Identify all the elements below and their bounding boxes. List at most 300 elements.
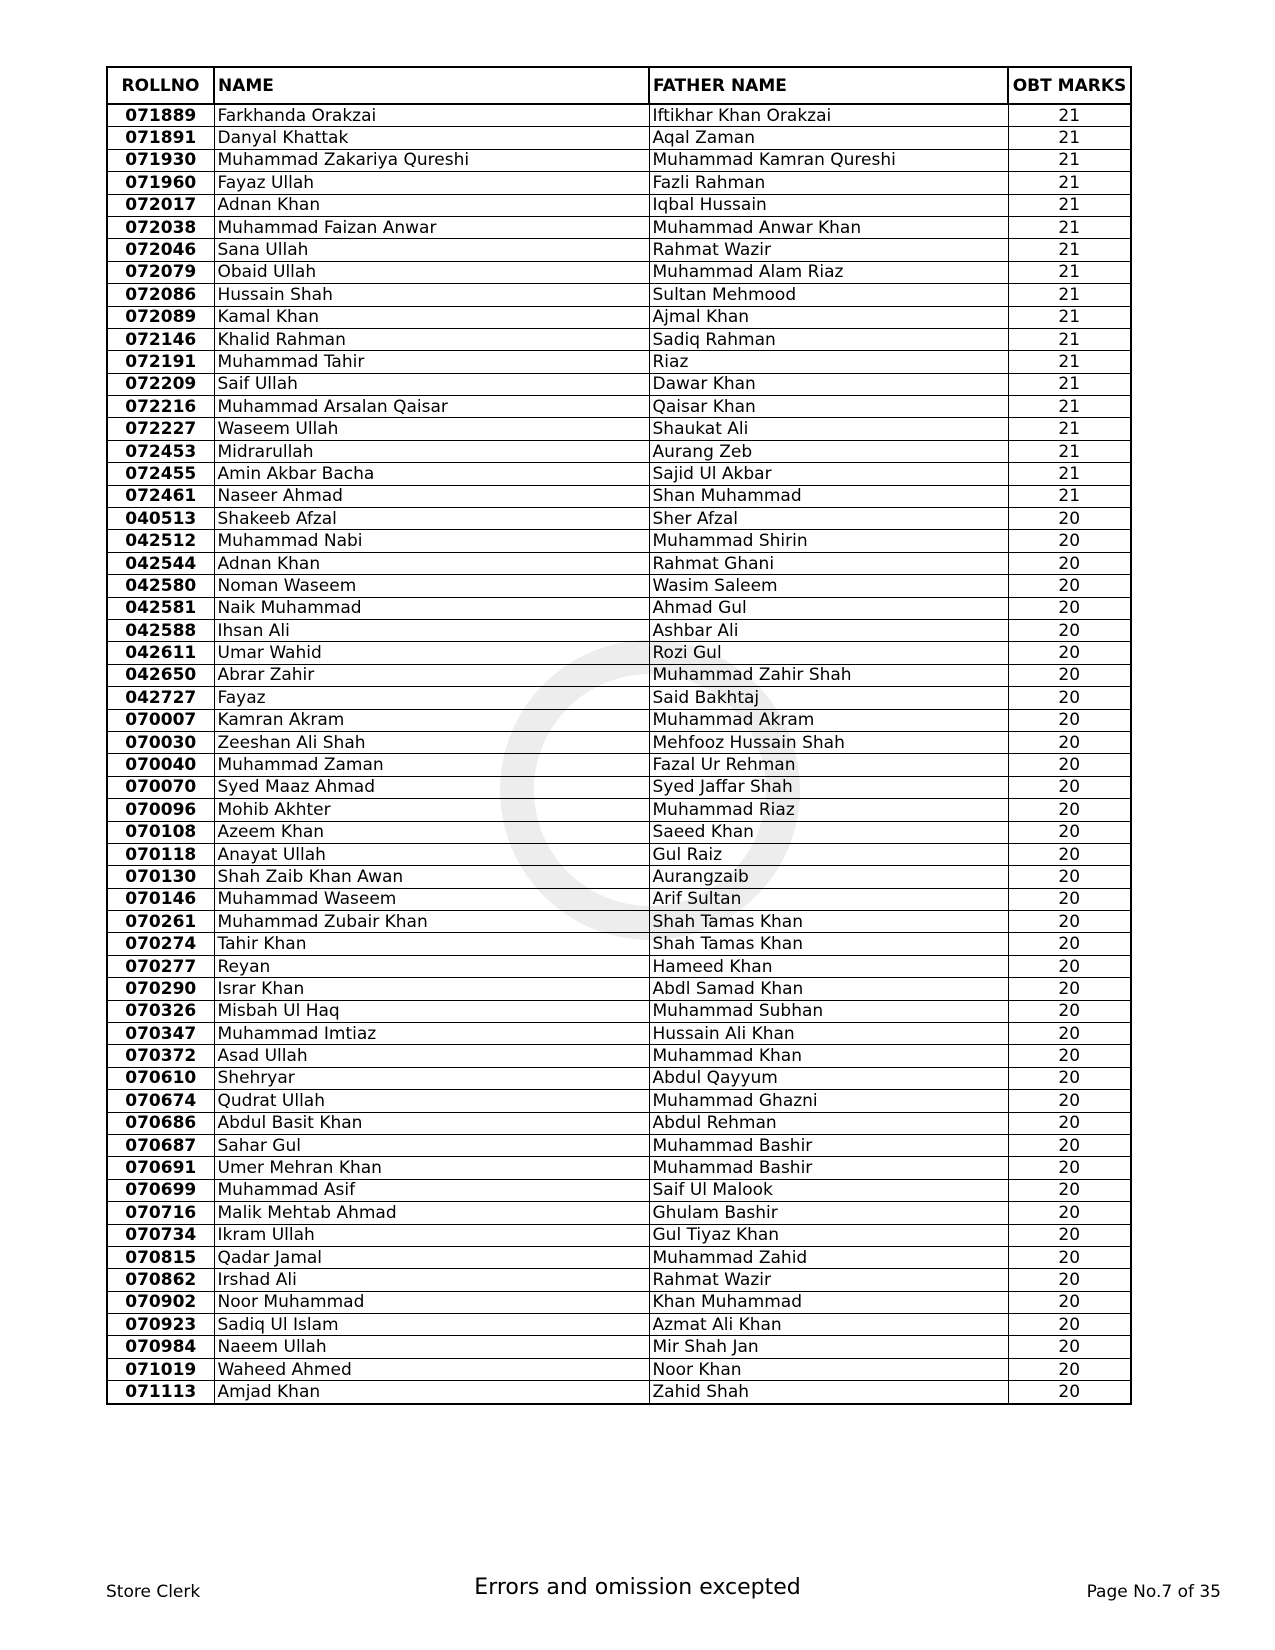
cell-obt-marks: 21 (1008, 396, 1131, 418)
cell-rollno: 071889 (107, 104, 214, 127)
table-row (107, 552, 1131, 574)
cell-rollno: 042727 (107, 687, 214, 709)
table-row (107, 396, 1131, 418)
cell-father-name: Abdl Samad Khan (649, 978, 1008, 1000)
cell-father-name: Sajid Ul Akbar (649, 463, 1008, 485)
cell-rollno: 072046 (107, 239, 214, 261)
cell-father-name: Shah Tamas Khan (649, 933, 1008, 955)
cell-name: Malik Mehtab Ahmad (214, 1202, 649, 1224)
cell-obt-marks: 20 (1008, 1067, 1131, 1089)
table-row (107, 172, 1131, 194)
table-row (107, 328, 1131, 350)
cell-obt-marks: 20 (1008, 664, 1131, 686)
table-row (107, 216, 1131, 238)
table-row (107, 754, 1131, 776)
cell-name: Shakeeb Afzal (214, 508, 649, 530)
cell-name: Muhammad Faizan Anwar (214, 216, 649, 238)
cell-father-name: Noor Khan (649, 1358, 1008, 1380)
table-row (107, 239, 1131, 261)
cell-rollno: 070734 (107, 1224, 214, 1246)
cell-obt-marks: 20 (1008, 1045, 1131, 1067)
cell-obt-marks: 20 (1008, 642, 1131, 664)
cell-obt-marks: 20 (1008, 1023, 1131, 1045)
cell-father-name: Fazli Rahman (649, 172, 1008, 194)
cell-father-name: Abdul Qayyum (649, 1067, 1008, 1089)
table-row (107, 821, 1131, 843)
cell-rollno: 070007 (107, 709, 214, 731)
cell-obt-marks: 20 (1008, 821, 1131, 843)
cell-obt-marks: 20 (1008, 955, 1131, 977)
cell-name: Saif Ullah (214, 373, 649, 395)
cell-rollno: 072086 (107, 284, 214, 306)
cell-rollno: 070290 (107, 978, 214, 1000)
cell-obt-marks: 21 (1008, 306, 1131, 328)
cell-rollno: 070984 (107, 1336, 214, 1358)
table-row (107, 418, 1131, 440)
cell-name: Amin Akbar Bacha (214, 463, 649, 485)
cell-rollno: 042611 (107, 642, 214, 664)
cell-rollno: 072079 (107, 261, 214, 283)
table-row (107, 1023, 1131, 1045)
cell-obt-marks: 20 (1008, 776, 1131, 798)
cell-name: Obaid Ullah (214, 261, 649, 283)
cell-father-name: Ghulam Bashir (649, 1202, 1008, 1224)
table-row (107, 194, 1131, 216)
table-row (107, 1067, 1131, 1089)
cell-obt-marks: 20 (1008, 508, 1131, 530)
table-row (107, 149, 1131, 171)
table-row (107, 843, 1131, 865)
header-father-name: FATHER NAME (649, 67, 1008, 104)
cell-father-name: Khan Muhammad (649, 1291, 1008, 1313)
footer-store-clerk: Store Clerk (106, 1582, 201, 1602)
cell-name: Waheed Ahmed (214, 1358, 649, 1380)
cell-rollno: 070146 (107, 888, 214, 910)
cell-father-name: Said Bakhtaj (649, 687, 1008, 709)
cell-obt-marks: 20 (1008, 619, 1131, 641)
cell-name: Qudrat Ullah (214, 1090, 649, 1112)
cell-name: Abdul Basit Khan (214, 1112, 649, 1134)
cell-name: Asad Ullah (214, 1045, 649, 1067)
cell-rollno: 070130 (107, 866, 214, 888)
cell-father-name: Muhammad Subhan (649, 1000, 1008, 1022)
cell-rollno: 070347 (107, 1023, 214, 1045)
table-row (107, 955, 1131, 977)
cell-father-name: Aurangzaib (649, 866, 1008, 888)
cell-father-name: Muhammad Bashir (649, 1157, 1008, 1179)
header-obt-marks: OBT MARKS (1008, 67, 1131, 104)
cell-obt-marks: 21 (1008, 104, 1131, 127)
table-row (107, 1381, 1131, 1404)
cell-father-name: Mir Shah Jan (649, 1336, 1008, 1358)
table-row (107, 933, 1131, 955)
cell-rollno: 070699 (107, 1179, 214, 1201)
cell-obt-marks: 20 (1008, 1336, 1131, 1358)
cell-rollno: 070862 (107, 1269, 214, 1291)
table-row (107, 1224, 1131, 1246)
cell-father-name: Iftikhar Khan Orakzai (649, 104, 1008, 127)
cell-rollno: 071891 (107, 127, 214, 149)
cell-father-name: Aqal Zaman (649, 127, 1008, 149)
cell-name: Muhammad Zaman (214, 754, 649, 776)
cell-father-name: Arif Sultan (649, 888, 1008, 910)
table-row (107, 1179, 1131, 1201)
cell-father-name: Ajmal Khan (649, 306, 1008, 328)
cell-name: Amjad Khan (214, 1381, 649, 1404)
table-row (107, 508, 1131, 530)
cell-rollno: 070070 (107, 776, 214, 798)
cell-name: Fayaz (214, 687, 649, 709)
table-row (107, 373, 1131, 395)
cell-name: Farkhanda Orakzai (214, 104, 649, 127)
cell-name: Zeeshan Ali Shah (214, 731, 649, 753)
cell-name: Abrar Zahir (214, 664, 649, 686)
cell-rollno: 072038 (107, 216, 214, 238)
cell-father-name: Muhammad Zahir Shah (649, 664, 1008, 686)
cell-name: Muhammad Asif (214, 1179, 649, 1201)
cell-rollno: 070261 (107, 911, 214, 933)
cell-father-name: Shan Muhammad (649, 485, 1008, 507)
cell-rollno: 070687 (107, 1134, 214, 1156)
cell-name: Sahar Gul (214, 1134, 649, 1156)
table-row (107, 1269, 1131, 1291)
cell-obt-marks: 21 (1008, 373, 1131, 395)
cell-name: Naik Muhammad (214, 597, 649, 619)
cell-name: Khalid Rahman (214, 328, 649, 350)
cell-name: Qadar Jamal (214, 1246, 649, 1268)
cell-father-name: Qaisar Khan (649, 396, 1008, 418)
cell-rollno: 070277 (107, 955, 214, 977)
cell-name: Naseer Ahmad (214, 485, 649, 507)
cell-father-name: Rahmat Wazir (649, 1269, 1008, 1291)
table-row (107, 1358, 1131, 1380)
cell-obt-marks: 21 (1008, 239, 1131, 261)
cell-rollno: 070610 (107, 1067, 214, 1089)
table-row (107, 642, 1131, 664)
table-row (107, 1336, 1131, 1358)
cell-rollno: 072216 (107, 396, 214, 418)
cell-rollno: 070923 (107, 1314, 214, 1336)
cell-rollno: 070274 (107, 933, 214, 955)
cell-rollno: 072191 (107, 351, 214, 373)
cell-obt-marks: 21 (1008, 149, 1131, 171)
cell-obt-marks: 20 (1008, 1291, 1131, 1313)
table-row (107, 866, 1131, 888)
cell-rollno: 070108 (107, 821, 214, 843)
cell-father-name: Shaukat Ali (649, 418, 1008, 440)
cell-father-name: Zahid Shah (649, 1381, 1008, 1404)
cell-name: Anayat Ullah (214, 843, 649, 865)
cell-father-name: Muhammad Bashir (649, 1134, 1008, 1156)
cell-father-name: Abdul Rehman (649, 1112, 1008, 1134)
cell-obt-marks: 20 (1008, 575, 1131, 597)
cell-rollno: 042544 (107, 552, 214, 574)
header-rollno: ROLLNO (107, 67, 214, 104)
cell-obt-marks: 20 (1008, 530, 1131, 552)
cell-name: Ikram Ullah (214, 1224, 649, 1246)
cell-rollno: 072146 (107, 328, 214, 350)
table-row (107, 911, 1131, 933)
cell-obt-marks: 20 (1008, 1246, 1131, 1268)
cell-obt-marks: 20 (1008, 552, 1131, 574)
cell-father-name: Saif Ul Malook (649, 1179, 1008, 1201)
cell-father-name: Rahmat Ghani (649, 552, 1008, 574)
cell-obt-marks: 20 (1008, 933, 1131, 955)
table-row (107, 664, 1131, 686)
table-row (107, 1157, 1131, 1179)
table-row (107, 888, 1131, 910)
table-row (107, 1090, 1131, 1112)
table-row (107, 1134, 1131, 1156)
cell-name: Shah Zaib Khan Awan (214, 866, 649, 888)
cell-obt-marks: 21 (1008, 261, 1131, 283)
cell-obt-marks: 21 (1008, 127, 1131, 149)
cell-rollno: 070674 (107, 1090, 214, 1112)
cell-obt-marks: 20 (1008, 1134, 1131, 1156)
cell-name: Ihsan Ali (214, 619, 649, 641)
cell-name: Naeem Ullah (214, 1336, 649, 1358)
cell-obt-marks: 21 (1008, 418, 1131, 440)
cell-name: Sadiq Ul Islam (214, 1314, 649, 1336)
cell-father-name: Hameed Khan (649, 955, 1008, 977)
table-row (107, 597, 1131, 619)
cell-obt-marks: 20 (1008, 597, 1131, 619)
cell-rollno: 042581 (107, 597, 214, 619)
cell-father-name: Sadiq Rahman (649, 328, 1008, 350)
cell-name: Israr Khan (214, 978, 649, 1000)
cell-father-name: Riaz (649, 351, 1008, 373)
cell-name: Noman Waseem (214, 575, 649, 597)
cell-obt-marks: 20 (1008, 687, 1131, 709)
cell-name: Muhammad Nabi (214, 530, 649, 552)
results-table (106, 66, 1132, 1405)
cell-rollno: 070815 (107, 1246, 214, 1268)
cell-rollno: 070118 (107, 843, 214, 865)
cell-obt-marks: 20 (1008, 1157, 1131, 1179)
table-row (107, 127, 1131, 149)
cell-name: Fayaz Ullah (214, 172, 649, 194)
cell-father-name: Syed Jaffar Shah (649, 776, 1008, 798)
cell-father-name: Gul Tiyaz Khan (649, 1224, 1008, 1246)
table-row (107, 530, 1131, 552)
cell-father-name: Azmat Ali Khan (649, 1314, 1008, 1336)
results-sheet (106, 66, 1130, 1405)
table-row (107, 709, 1131, 731)
cell-rollno: 070691 (107, 1157, 214, 1179)
cell-father-name: Muhammad Khan (649, 1045, 1008, 1067)
cell-name: Muhammad Imtiaz (214, 1023, 649, 1045)
cell-rollno: 072209 (107, 373, 214, 395)
cell-rollno: 042650 (107, 664, 214, 686)
footer-page-number: Page No.7 of 35 (1086, 1582, 1221, 1602)
cell-rollno: 040513 (107, 508, 214, 530)
table-row (107, 1202, 1131, 1224)
cell-obt-marks: 20 (1008, 1314, 1131, 1336)
cell-rollno: 072017 (107, 194, 214, 216)
cell-obt-marks: 20 (1008, 731, 1131, 753)
cell-father-name: Wasim Saleem (649, 575, 1008, 597)
cell-father-name: Muhammad Zahid (649, 1246, 1008, 1268)
cell-obt-marks: 20 (1008, 1179, 1131, 1201)
cell-obt-marks: 21 (1008, 485, 1131, 507)
cell-father-name: Ashbar Ali (649, 619, 1008, 641)
cell-obt-marks: 20 (1008, 799, 1131, 821)
cell-father-name: Shah Tamas Khan (649, 911, 1008, 933)
cell-father-name: Fazal Ur Rehman (649, 754, 1008, 776)
table-row (107, 687, 1131, 709)
cell-obt-marks: 20 (1008, 754, 1131, 776)
cell-rollno: 070040 (107, 754, 214, 776)
cell-obt-marks: 20 (1008, 709, 1131, 731)
cell-obt-marks: 20 (1008, 843, 1131, 865)
cell-name: Umer Mehran Khan (214, 1157, 649, 1179)
cell-rollno: 070902 (107, 1291, 214, 1313)
cell-obt-marks: 20 (1008, 888, 1131, 910)
cell-rollno: 070326 (107, 1000, 214, 1022)
cell-name: Muhammad Zakariya Qureshi (214, 149, 649, 171)
cell-obt-marks: 21 (1008, 194, 1131, 216)
cell-name: Syed Maaz Ahmad (214, 776, 649, 798)
cell-father-name: Rahmat Wazir (649, 239, 1008, 261)
cell-father-name: Muhammad Alam Riaz (649, 261, 1008, 283)
table-row (107, 1112, 1131, 1134)
cell-rollno: 072461 (107, 485, 214, 507)
table-row (107, 284, 1131, 306)
cell-name: Hussain Shah (214, 284, 649, 306)
table-row (107, 575, 1131, 597)
cell-name: Muhammad Arsalan Qaisar (214, 396, 649, 418)
cell-father-name: Dawar Khan (649, 373, 1008, 395)
table-row (107, 261, 1131, 283)
table-row (107, 1246, 1131, 1268)
cell-rollno: 071960 (107, 172, 214, 194)
cell-rollno: 071019 (107, 1358, 214, 1380)
cell-obt-marks: 21 (1008, 216, 1131, 238)
cell-obt-marks: 20 (1008, 1358, 1131, 1380)
cell-rollno: 071113 (107, 1381, 214, 1404)
cell-rollno: 042580 (107, 575, 214, 597)
cell-obt-marks: 21 (1008, 172, 1131, 194)
table-row (107, 351, 1131, 373)
cell-rollno: 042588 (107, 619, 214, 641)
cell-name: Mohib Akhter (214, 799, 649, 821)
cell-name: Sana Ullah (214, 239, 649, 261)
cell-father-name: Iqbal Hussain (649, 194, 1008, 216)
cell-obt-marks: 21 (1008, 351, 1131, 373)
cell-name: Muhammad Tahir (214, 351, 649, 373)
table-row (107, 978, 1131, 1000)
cell-name: Irshad Ali (214, 1269, 649, 1291)
cell-rollno: 070716 (107, 1202, 214, 1224)
cell-father-name: Ahmad Gul (649, 597, 1008, 619)
cell-obt-marks: 21 (1008, 440, 1131, 462)
cell-rollno: 070096 (107, 799, 214, 821)
table-row (107, 1045, 1131, 1067)
table-row (107, 1314, 1131, 1336)
cell-name: Tahir Khan (214, 933, 649, 955)
cell-obt-marks: 20 (1008, 1090, 1131, 1112)
cell-name: Kamal Khan (214, 306, 649, 328)
cell-name: Kamran Akram (214, 709, 649, 731)
cell-name: Midrarullah (214, 440, 649, 462)
table-row (107, 485, 1131, 507)
cell-father-name: Muhammad Ghazni (649, 1090, 1008, 1112)
cell-father-name: Muhammad Shirin (649, 530, 1008, 552)
cell-father-name: Muhammad Kamran Qureshi (649, 149, 1008, 171)
cell-obt-marks: 21 (1008, 284, 1131, 306)
table-row (107, 799, 1131, 821)
cell-obt-marks: 20 (1008, 866, 1131, 888)
table-row (107, 619, 1131, 641)
table-row (107, 1000, 1131, 1022)
table-row (107, 731, 1131, 753)
cell-rollno: 072453 (107, 440, 214, 462)
cell-father-name: Muhammad Anwar Khan (649, 216, 1008, 238)
table-row (107, 463, 1131, 485)
cell-father-name: Gul Raiz (649, 843, 1008, 865)
table-row (107, 104, 1131, 127)
cell-father-name: Hussain Ali Khan (649, 1023, 1008, 1045)
cell-name: Noor Muhammad (214, 1291, 649, 1313)
cell-rollno: 042512 (107, 530, 214, 552)
table-row (107, 440, 1131, 462)
header-row (107, 67, 1131, 104)
table-row (107, 1291, 1131, 1313)
cell-obt-marks: 21 (1008, 463, 1131, 485)
cell-father-name: Aurang Zeb (649, 440, 1008, 462)
cell-rollno: 071930 (107, 149, 214, 171)
cell-father-name: Muhammad Akram (649, 709, 1008, 731)
cell-name: Adnan Khan (214, 194, 649, 216)
cell-name: Shehryar (214, 1067, 649, 1089)
cell-father-name: Saeed Khan (649, 821, 1008, 843)
cell-father-name: Mehfooz Hussain Shah (649, 731, 1008, 753)
cell-obt-marks: 20 (1008, 1381, 1131, 1404)
cell-rollno: 070372 (107, 1045, 214, 1067)
cell-obt-marks: 21 (1008, 328, 1131, 350)
cell-obt-marks: 20 (1008, 978, 1131, 1000)
cell-obt-marks: 20 (1008, 1000, 1131, 1022)
cell-obt-marks: 20 (1008, 1269, 1131, 1291)
cell-obt-marks: 20 (1008, 1224, 1131, 1246)
cell-name: Muhammad Waseem (214, 888, 649, 910)
cell-name: Umar Wahid (214, 642, 649, 664)
cell-name: Reyan (214, 955, 649, 977)
cell-name: Azeem Khan (214, 821, 649, 843)
table-row (107, 306, 1131, 328)
cell-obt-marks: 20 (1008, 1202, 1131, 1224)
cell-obt-marks: 20 (1008, 911, 1131, 933)
table-row (107, 776, 1131, 798)
cell-name: Adnan Khan (214, 552, 649, 574)
cell-rollno: 070686 (107, 1112, 214, 1134)
cell-rollno: 070030 (107, 731, 214, 753)
cell-rollno: 072227 (107, 418, 214, 440)
cell-father-name: Sultan Mehmood (649, 284, 1008, 306)
cell-father-name: Rozi Gul (649, 642, 1008, 664)
footer-disclaimer: Errors and omission excepted (474, 1575, 801, 1600)
cell-rollno: 072455 (107, 463, 214, 485)
header-name: NAME (214, 67, 649, 104)
cell-name: Muhammad Zubair Khan (214, 911, 649, 933)
cell-rollno: 072089 (107, 306, 214, 328)
cell-name: Danyal Khattak (214, 127, 649, 149)
cell-father-name: Muhammad Riaz (649, 799, 1008, 821)
cell-father-name: Sher Afzal (649, 508, 1008, 530)
table-body (107, 104, 1131, 1404)
cell-name: Waseem Ullah (214, 418, 649, 440)
cell-obt-marks: 20 (1008, 1112, 1131, 1134)
